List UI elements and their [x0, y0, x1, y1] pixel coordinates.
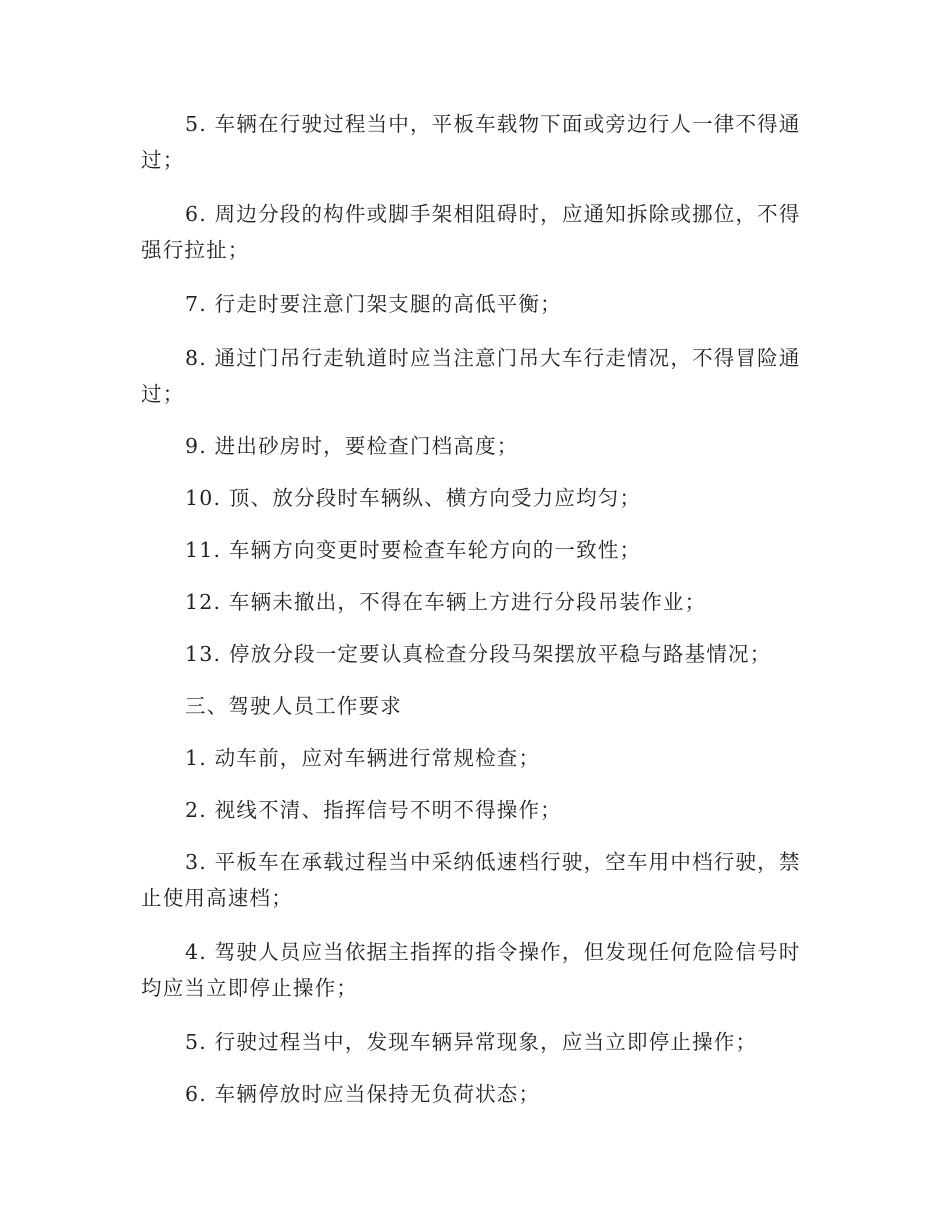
paragraph-item-5-pedestrians: 5. 车辆在行驶过程当中，平板车载物下面或旁边行人一律不得通过；	[141, 112, 801, 172]
paragraph-item-10-load-balance: 10. 顶、放分段时车辆纵、横方向受力应均匀；	[185, 486, 642, 510]
paragraph-item-1-inspection: 1. 动车前，应对车辆进行常规检查；	[185, 746, 541, 770]
paragraph-item-8-crane-track: 8. 通过门吊行走轨道时应当注意门吊大车行走情况，不得冒险通过；	[141, 346, 801, 406]
paragraph-item-13-parking-check: 13. 停放分段一定要认真检查分段马架摆放平稳与路基情况；	[185, 642, 772, 666]
paragraph-item-6-obstruction: 6. 周边分段的构件或脚手架相阻碍时，应通知拆除或挪位，不得强行拉扯；	[141, 202, 801, 262]
paragraph-item-3-speed: 3. 平板车在承载过程当中采纳低速档行驶，空车用中档行驶，禁止使用高速档；	[141, 850, 801, 910]
document-page	[141, 106, 801, 1112]
paragraph-item-7-leg-balance: 7. 行走时要注意门架支腿的高低平衡；	[185, 292, 562, 316]
paragraph-item-9-sand-room: 9. 进出砂房时，要检查门档高度；	[185, 434, 519, 458]
paragraph-item-5-abnormal: 5. 行驶过程当中，发现车辆异常现象，应当立即停止操作；	[185, 1030, 758, 1054]
paragraph-item-2-visibility: 2. 视线不清、指挥信号不明不得操作；	[185, 798, 562, 822]
section-heading-driver-requirements: 三、驾驶人员工作要求	[185, 694, 402, 718]
paragraph-item-11-wheel-direction: 11. 车辆方向变更时要检查车轮方向的一致性；	[185, 538, 642, 562]
paragraph-item-6-parking-state: 6. 车辆停放时应当保持无负荷状态；	[185, 1082, 541, 1106]
paragraph-item-4-commands: 4. 驾驶人员应当依据主指挥的指令操作，但发现任何危险信号时均应当立即停止操作；	[141, 940, 801, 1000]
paragraph-item-12-no-lifting: 12. 车辆未撤出，不得在车辆上方进行分段吊装作业；	[185, 590, 707, 614]
